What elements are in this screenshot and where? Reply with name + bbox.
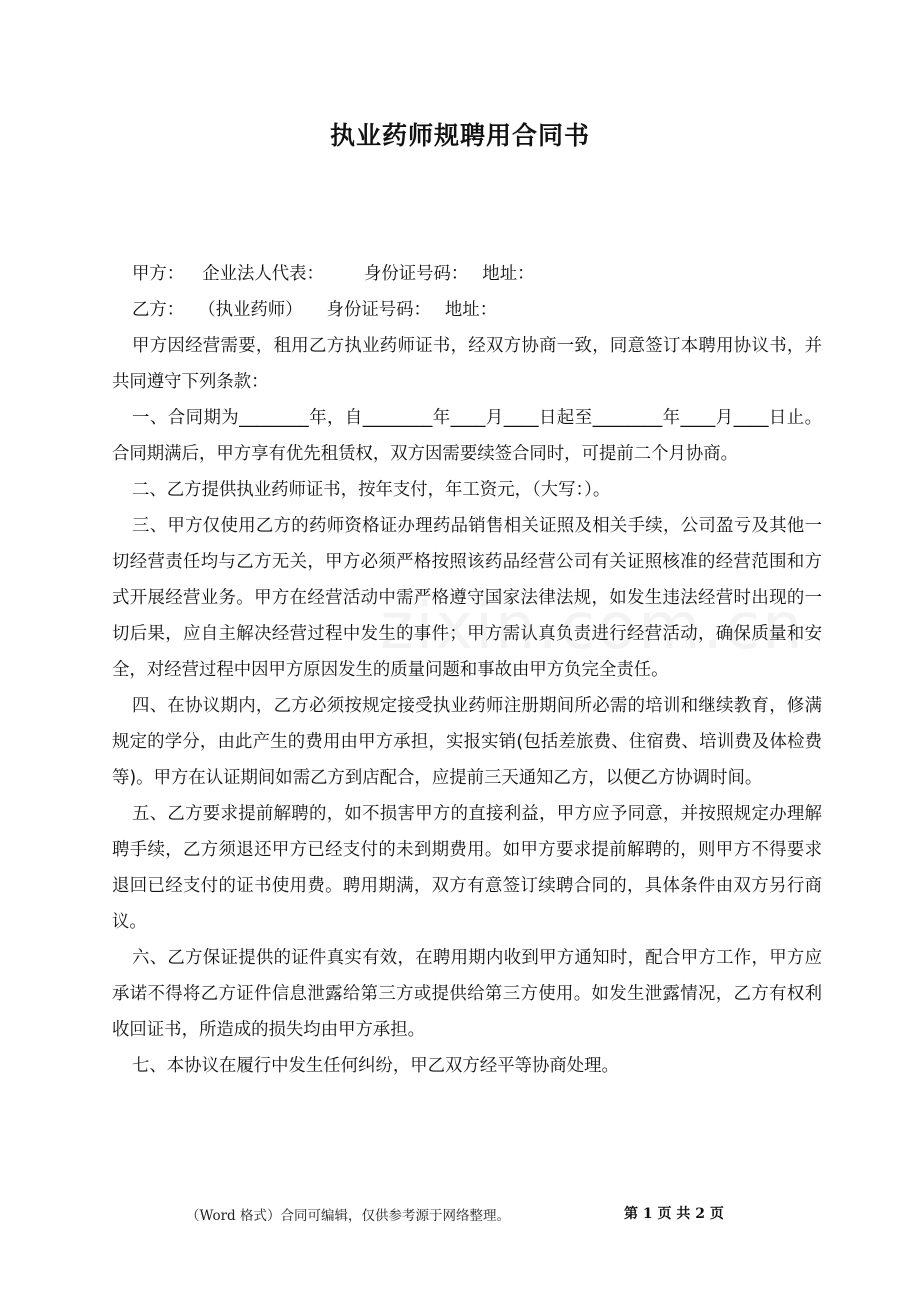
preamble-paragraph: 甲方因经营需要，租用乙方执业药师证书，经双方协商一致，同意签订本聘用协议书，并共同遵守下列条款：	[112, 336, 822, 392]
party-b-id-label: 身份证号码：	[326, 300, 431, 320]
party-a-address-label: 地址：	[482, 264, 535, 284]
clause-6: 六、乙方保证提供的证件真实有效，在聘用期内收到甲方通知时，配合甲方工作，甲方应承诺不得将乙方证件信息泄露给第三方或提供给第三方使用。如发生泄露情况，乙方有权利收回证书，所造成的损失均由甲方承担。	[112, 948, 822, 1040]
page-title: 执业药师规聘用合同书	[329, 121, 590, 150]
party-a-label: 甲方：	[132, 264, 185, 284]
clause-7: 七、本协议在履行中发生任何纠纷，甲乙双方经平等协商处理。	[132, 1056, 619, 1076]
party-a-line	[112, 256, 822, 292]
party-b-address-label: 地址：	[444, 300, 498, 320]
party-a-rep-label: 企业法人代表：	[202, 264, 324, 284]
clause-4: 四、在协议期内，乙方必须按规定接受执业药师注册期间所必需的培训和继续教育，修满规定的学分，由此产生的费用由甲方承担，实报实销(包括差旅费、住宿费、培训费及体检费等)。甲方在认证期间如需乙方到店配合，应提前三天通知乙方，以便乙方协调时间。	[112, 696, 822, 788]
clause-2: 二、乙方提供执业药师证书，按年支付，年工资元，（大写：）。	[132, 480, 611, 500]
clause-3: 三、甲方仅使用乙方的药师资格证办理药品销售相关证照及相关手续，公司盈亏及其他一切经营责任均与乙方无关，甲方必须严格按照该药品经营公司有关证照核准的经营范围和方式开展经营业务。甲方在经营活动中需严格遵守国家法律法规，如发生违法经营时出现的一切后果，应自主解决经营过程中发生的事件；甲方需认真负责进行经营活动，确保质量和安全，对经营过程中因甲方原因发生的质量问题和事故由甲方负完全责任。	[112, 516, 822, 680]
clause-5: 五、乙方要求提前解聘的，如不损害甲方的直接利益，甲方应予同意，并按照规定办理解聘手续，乙方须退还甲方已经支付的未到期费用。如甲方要求提前解聘的，则甲方不得要求退回已经支付的证书使用费。聘用期满，双方有意签订续聘合同的，具体条件由双方另行商议。	[112, 804, 822, 932]
party-b-role: （执业药师）	[198, 300, 303, 320]
clause-1: 一、合同期为________年，自________年____月____日起至________年____月____日止。合同期满后，甲方享有优先租赁权，双方因需要续签合同时，可提前二个月协商。	[112, 408, 822, 464]
party-b-label: 乙方：	[132, 300, 185, 320]
party-b-line	[112, 292, 822, 328]
page-number: 第 1 页 共 2 页	[624, 1206, 724, 1222]
contract-body	[112, 256, 822, 1084]
party-a-id-label: 身份证号码：	[363, 264, 469, 284]
footer-note: （Word 格式）合同可编辑，仅供参考源于网络整理。	[186, 1208, 510, 1224]
